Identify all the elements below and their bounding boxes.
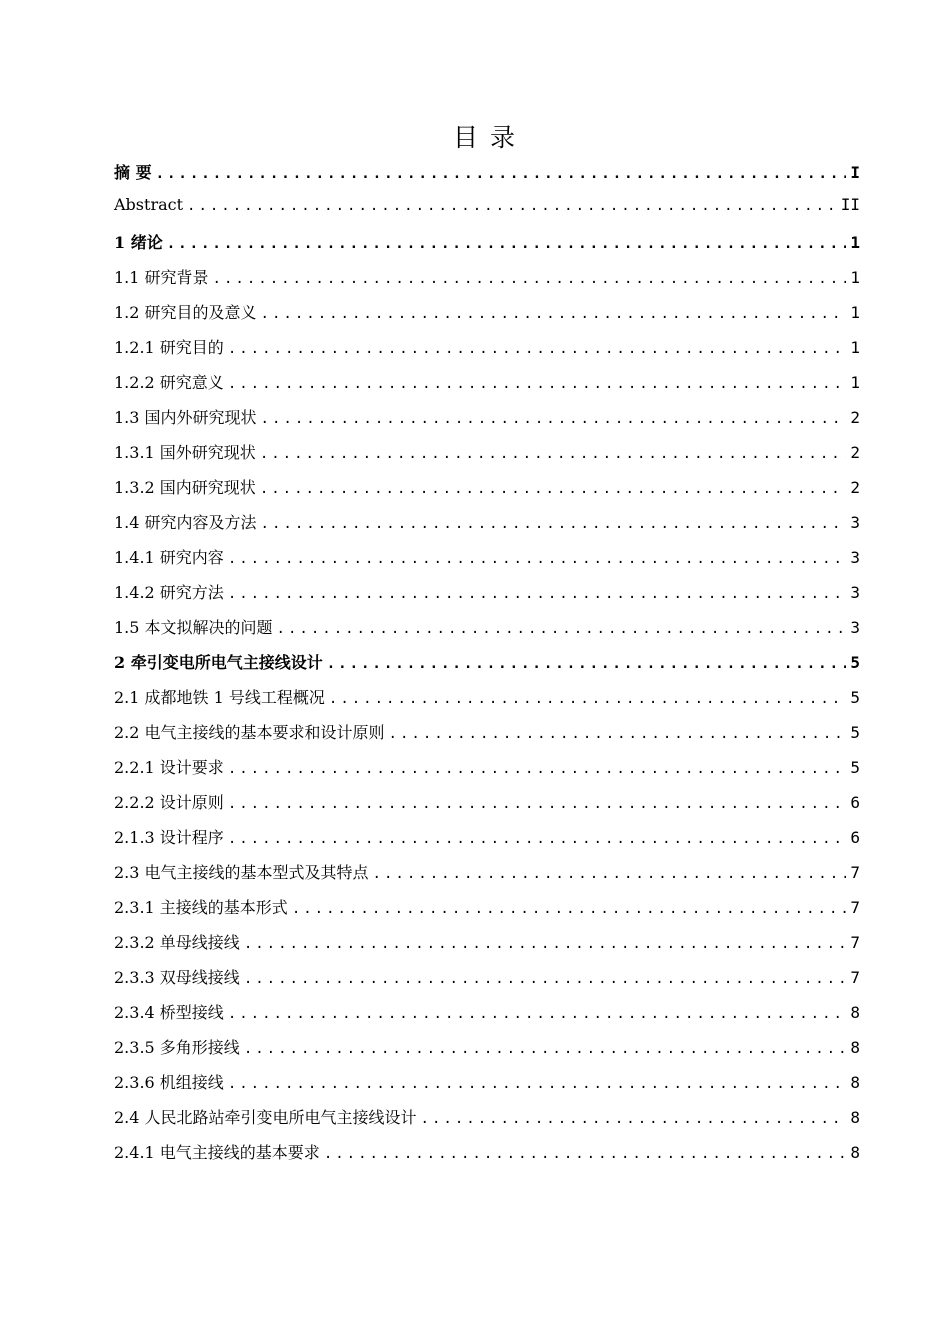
toc-entry-label: 1.3 国内外研究现状	[114, 408, 257, 427]
toc-entry-label: 1.2.2 研究意义	[114, 373, 224, 392]
toc-leader-dots	[292, 901, 846, 917]
toc-entry-label: Abstract	[114, 195, 184, 214]
toc-leader-dots	[228, 376, 846, 392]
toc-entry-page: 8	[850, 1108, 860, 1127]
toc-leader-dots	[244, 1041, 846, 1057]
toc-entry-label: 1.1 研究背景	[114, 268, 209, 287]
toc-entry-page: 5	[850, 653, 860, 672]
toc-entry-page: 5	[850, 688, 860, 707]
toc-leader-dots	[228, 1006, 846, 1022]
toc-entry-label: 2.2.2 设计原则	[114, 793, 224, 812]
toc-leader-dots	[228, 761, 846, 777]
toc-entry[interactable]	[114, 370, 860, 405]
toc-entry-label: 摘 要	[114, 163, 152, 182]
toc-entry-page: 2	[850, 478, 860, 497]
toc-entry-page: 8	[850, 1143, 860, 1162]
toc-entry-label: 2.2 电气主接线的基本要求和设计原则	[114, 723, 385, 742]
toc-leader-dots	[261, 411, 846, 427]
toc-entry-label: 1.4.1 研究内容	[114, 548, 224, 567]
toc-leader-dots	[244, 971, 846, 987]
toc-entry-page: I	[850, 163, 860, 182]
toc-leader-dots	[228, 796, 846, 812]
toc-entry-page: 5	[850, 723, 860, 742]
toc-entry-label: 1.2 研究目的及意义	[114, 303, 257, 322]
toc-entry[interactable]	[114, 405, 860, 440]
toc-entry[interactable]	[114, 300, 860, 335]
toc-entry-label: 2.3.1 主接线的基本形式	[114, 898, 288, 917]
toc-entry-page: 8	[850, 1003, 860, 1022]
toc-entry[interactable]	[114, 1070, 860, 1105]
toc-leader-dots	[324, 1146, 846, 1162]
toc-entry-label: 2.3.4 桥型接线	[114, 1003, 224, 1022]
toc-leader-dots	[329, 691, 846, 707]
toc-entry[interactable]	[114, 1000, 860, 1035]
toc-entry-label: 1 绪论	[114, 233, 163, 252]
toc-entry[interactable]	[114, 440, 860, 475]
toc-entry-label: 1.3.1 国外研究现状	[114, 443, 256, 462]
toc-leader-dots	[228, 831, 846, 847]
toc-entry-page: 1	[850, 268, 860, 287]
toc-leader-dots	[213, 271, 846, 287]
toc-leader-dots	[228, 551, 846, 567]
toc-entry[interactable]	[114, 475, 860, 510]
toc-entry-label: 2.3.6 机组接线	[114, 1073, 224, 1092]
toc-entry-label: 2.3.2 单母线接线	[114, 933, 240, 952]
toc-entry-page: 7	[850, 968, 860, 987]
toc-entry-label: 2.1.3 设计程序	[114, 828, 224, 847]
toc-leader-dots	[327, 656, 846, 672]
toc-entry-label: 1.2.1 研究目的	[114, 338, 224, 357]
toc-leader-dots	[228, 341, 846, 357]
toc-entry-label: 2.3.3 双母线接线	[114, 968, 240, 987]
toc-entry[interactable]	[114, 615, 860, 650]
toc-entry-page: 3	[850, 583, 860, 602]
toc-entry-page: 6	[850, 793, 860, 812]
toc-entry-label: 1.4 研究内容及方法	[114, 513, 257, 532]
toc-entry-page: 7	[850, 863, 860, 882]
toc-entry-label: 1.4.2 研究方法	[114, 583, 224, 602]
toc-entry-label: 2 牵引变电所电气主接线设计	[114, 653, 323, 672]
toc-entry-page: 1	[850, 373, 860, 392]
toc-entry-label: 2.3.5 多角形接线	[114, 1038, 240, 1057]
toc-title: 目 录	[453, 123, 517, 152]
toc-entry[interactable]	[114, 720, 860, 755]
toc-entry-page: 1	[850, 338, 860, 357]
toc-entry-page: 6	[850, 828, 860, 847]
toc-entry-label: 2.2.1 设计要求	[114, 758, 224, 777]
toc-entry[interactable]	[114, 1035, 860, 1070]
toc-leader-dots	[260, 446, 846, 462]
toc-entry[interactable]	[114, 825, 860, 860]
toc-leader-dots	[228, 586, 846, 602]
toc-entry-page: 1	[850, 233, 860, 252]
toc-entry-page: II	[840, 195, 860, 214]
toc-leader-dots	[261, 516, 846, 532]
toc-entry[interactable]	[114, 790, 860, 825]
toc-entry[interactable]	[114, 965, 860, 1000]
toc-entry[interactable]	[114, 510, 860, 545]
toc-entry-label: 2.1 成都地铁 1 号线工程概况	[114, 688, 325, 707]
toc-leader-dots	[187, 198, 837, 214]
toc-entry-page: 8	[850, 1038, 860, 1057]
toc-entry[interactable]	[114, 930, 860, 965]
toc-entry[interactable]	[114, 160, 860, 195]
toc-entry[interactable]	[114, 755, 860, 790]
toc-leader-dots	[260, 481, 846, 497]
toc-leader-dots	[389, 726, 846, 742]
toc-entry[interactable]	[114, 265, 860, 300]
toc-leader-dots	[244, 936, 846, 952]
toc-leader-dots	[261, 306, 846, 322]
toc-leader-dots	[228, 1076, 846, 1092]
toc-entry[interactable]	[114, 580, 860, 615]
toc-entry-label: 1.5 本文拟解决的问题	[114, 618, 273, 637]
toc-entry-label: 1.3.2 国内研究现状	[114, 478, 256, 497]
toc-entry[interactable]	[114, 895, 860, 930]
toc-leader-dots	[373, 866, 846, 882]
toc-entry-page: 8	[850, 1073, 860, 1092]
toc-entry-page: 3	[850, 513, 860, 532]
toc-leader-dots	[421, 1111, 846, 1127]
toc-entry-label: 2.4.1 电气主接线的基本要求	[114, 1143, 320, 1162]
toc-entry[interactable]	[114, 230, 860, 265]
toc-leader-dots	[156, 166, 846, 182]
toc-entry-label: 2.4 人民北路站牵引变电所电气主接线设计	[114, 1108, 417, 1127]
toc-entry[interactable]	[114, 860, 860, 895]
toc-entry-page: 7	[850, 898, 860, 917]
toc-entry[interactable]	[114, 195, 860, 230]
toc-entry[interactable]	[114, 1140, 860, 1175]
toc-list	[114, 160, 860, 1175]
toc-entry-page: 7	[850, 933, 860, 952]
toc-entry[interactable]	[114, 685, 860, 720]
toc-entry-page: 5	[850, 758, 860, 777]
toc-entry[interactable]	[114, 335, 860, 370]
toc-leader-dots	[167, 236, 846, 252]
toc-leader-dots	[277, 621, 846, 637]
toc-entry-page: 3	[850, 548, 860, 567]
toc-entry-page: 2	[850, 408, 860, 427]
toc-entry-page: 1	[850, 303, 860, 322]
toc-entry[interactable]	[114, 545, 860, 580]
toc-entry-page: 2	[850, 443, 860, 462]
toc-entry[interactable]	[114, 1105, 860, 1140]
toc-entry[interactable]	[114, 650, 860, 685]
toc-entry-page: 3	[850, 618, 860, 637]
toc-entry-label: 2.3 电气主接线的基本型式及其特点	[114, 863, 369, 882]
